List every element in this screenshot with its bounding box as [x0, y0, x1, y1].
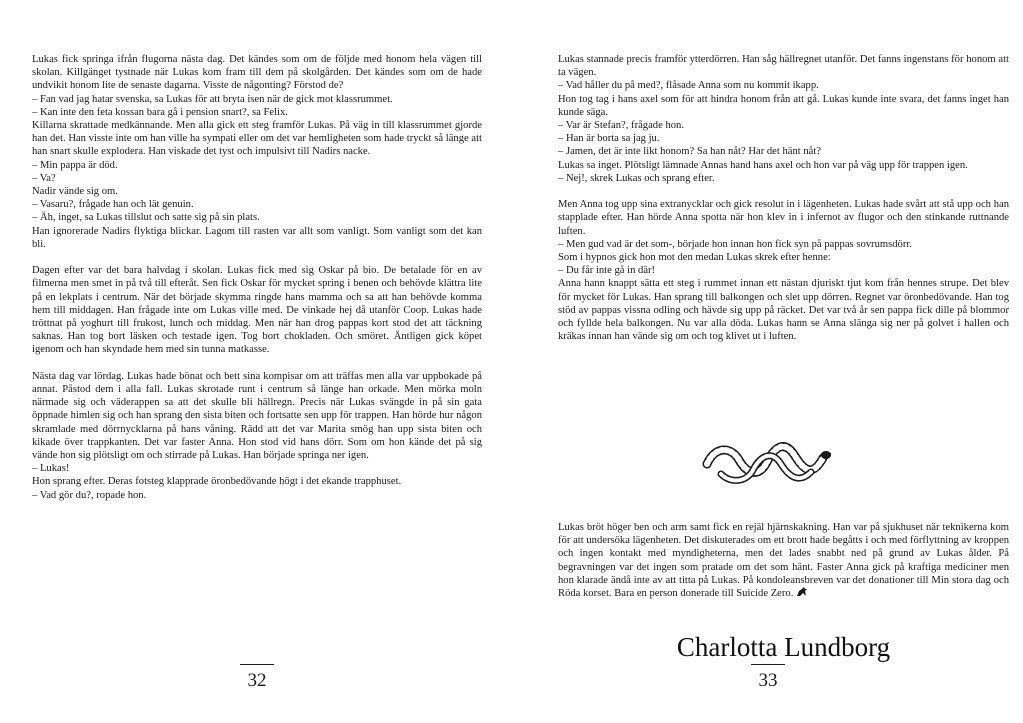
- paragraph: – Han är borta sa jag ju.: [558, 133, 660, 145]
- paragraph: Nästa dag var lördag. Lukas hade bönat och bett sina kompisar om att träffas men alla var uppbokade på annat. Påstod dem i alla fall. Lukas skrotade runt i centrum så länge han orkade. Men mörka moln närmade sig och väderappen sa att det skulle bli hällregn. Precis när Lukas svängde in på sin gata öppnade himlen sig och han sprang den sista biten och fortsatte sen upp för trappen. Han hörde hur någon skramlade med dörrnycklarna på hans våning. Rädd att det var Marita smög han upp sista biten och kikade över trappkanten. Det var faster Anna. Hon stod vid hans dörr. Som om hon kände det på sig vände hon sig plötsligt om och stirrade på Lukas. Han började springa ner igen.: [32, 370, 482, 462]
- paragraph: – Nej!, skrek Lukas och sprang efter.: [558, 172, 715, 184]
- page-number-right: [748, 664, 788, 692]
- paragraph: Anna hann knappt sätta ett steg i rummet innan ett nästan djuriskt tjut kom från hennes strupe. Det blev för mycket för Lukas. Han sprang till balkongen och slet upp dörren. Regnet var öronbedövande. Han tog stöd av pappas vissna odling och hävde sig upp på räcket. Det var två år sen pappa fick dille på blommor och fyllde hela balkongen. Nu var alla döda. Lukas hann se Anna slänga sig ner på golvet i hallen och kräkas innan han vände sig om och tog klivet ut i luften.: [558, 278, 1009, 343]
- right-page: [558, 0, 1009, 723]
- paragraph: – Men gud vad är det som-, började hon innan hon fick syn på pappas sovrumsdörr.: [558, 238, 912, 250]
- paragraph: Hon tog tag i hans axel som för att hindra honom från att gå. Lukas kunde inte svara, det fanns inget han kunde säga.: [558, 93, 1009, 118]
- paragraph: – Vad håller du på med?, flåsade Anna som nu kommit ikapp.: [558, 80, 819, 92]
- folio-rule: [240, 664, 274, 665]
- closing-paragraph: [558, 521, 1009, 600]
- paragraph: – Min pappa är död.: [32, 159, 118, 171]
- paragraph: Men Anna tog upp sina extranycklar och gick resolut in i lägenheten. Lukas hade svårt att stå upp och han stapplade efter. Han hörde Anna spotta när hon klev in i infernot av flugor och den stinkande ruttnande luften.: [558, 199, 1009, 237]
- closing-text: Lukas bröt höger ben och arm samt fick en rejäl hjärnskakning. Han var på sjukhuset när teknikerna kom för att undersöka lägenheten. Det diskuterades om ett brott hade begåtts i och med förflyttning av kroppen och ingen kontakt med myndigheterna, men det lades snabbt ned på grund av Lukas ålder. På begravningen var det ingen som pratade om det som hänt. Faster Anna gick på kraftiga mediciner men hon klarade ändå inte av att titta på Lukas. På kondoleansbreven var det donationer till Min stora dag och Röda korset. Bara en person donerade till Suicide Zero.: [558, 522, 1009, 600]
- paragraph: Som i hypnos gick hon mot den medan Lukas skrek efter henne:: [558, 252, 831, 264]
- paragraph: Lukas fick springa ifrån flugorna nästa dag. Det kändes som om de följde med honom hela vägen till skolan. Killgänget tystnade när Lukas kom fram till dem på skolgården. Det kändes som om de hade undvikit honom lite de senaste dagarna. Visste de någonting? Förstod de?: [32, 54, 482, 92]
- paragraph: – Vad gör du?, ropade hon.: [32, 489, 147, 501]
- snake-ornament-icon: [701, 428, 831, 486]
- closing-section: [558, 521, 1009, 600]
- paragraph: – Kan inte den feta kossan bara gå i pension snart?, sa Felix.: [32, 106, 288, 118]
- folio-rule: [751, 664, 785, 665]
- left-page: [32, 0, 482, 723]
- raven-endmark-icon: [796, 587, 808, 597]
- paragraph: Han ignorerade Nadirs flyktiga blickar. Lagom till rasten var allt som vanligt. Som vanligt som det kan bli.: [32, 225, 482, 250]
- author-name: Charlotta Lundborg: [676, 632, 891, 662]
- paragraph: Hon sprang efter. Deras fotsteg klapprade öronbedövande högt i det ekande trapphuset.: [32, 476, 402, 488]
- right-page-text: [558, 53, 1009, 343]
- paragraph: – Var är Stefan?, frågade hon.: [558, 120, 684, 132]
- paragraph: Killarna skrattade medkännande. Men alla gick ett steg framför Lukas. På väg in till klassrummet gjorde han det. Han visste inte om han ville ha sympati eller om det var hemligheten som hade tryckt så länge att han snart skulle explodera. Han viskade det tyst och impulsivt till Nadirs nacke.: [32, 120, 482, 158]
- paragraph: – Äh, inget, sa Lukas tillslut och satte sig på sin plats.: [32, 212, 260, 224]
- page-number: 33: [758, 670, 778, 691]
- paragraph: – Fan vad jag hatar svenska, sa Lukas för att bryta isen när de gick mot klassrummet.: [32, 93, 393, 105]
- paragraph: Nadir vände sig om.: [32, 186, 118, 198]
- paragraph: – Jamen, det är inte likt honom? Sa han nåt? Har det hänt nåt?: [558, 146, 821, 158]
- page-number-left: [237, 664, 277, 692]
- paragraph: – Va?: [32, 172, 56, 184]
- paragraph: Lukas sa inget. Plötsligt lämnade Annas hand hans axel och hon var på väg upp för trappen igen.: [558, 159, 968, 171]
- paragraph: Dagen efter var det bara halvdag i skolan. Lukas fick med sig Oskar på bio. De betalade för en av filmerna men smet in på två till efteråt. Sen fick Oskar för mycket spring i benen och behövde klättra lite på en lekplats i centrum. När det började skymma ringde hans mamma och sa att han behövde komma hem till middagen. Han frågade inte om Lukas ville med. De vinkade hej då utanför Coop. Lukas hade tröttnat på yoghurt till frukost, lunch och middag. Men när han drog pappas kort stod det att täckning saknas. Han tog bort läsken och testade igen. Tog bort chokladen. Och smöret. Äntligen gick köpet igenom och han skyndade hem med sin tunna matkasse.: [32, 265, 482, 356]
- paragraph: Lukas stannade precis framför ytterdörren. Han såg hällregnet utanför. Det fanns ingenstans för honom att ta vägen.: [558, 54, 1009, 79]
- page-number: 32: [247, 670, 267, 691]
- paragraph: – Lukas!: [32, 463, 70, 475]
- paragraph: – Du får inte gå in där!: [558, 265, 656, 277]
- paragraph: – Vasaru?, frågade han och lät genuin.: [32, 199, 194, 211]
- left-page-text: [32, 53, 482, 502]
